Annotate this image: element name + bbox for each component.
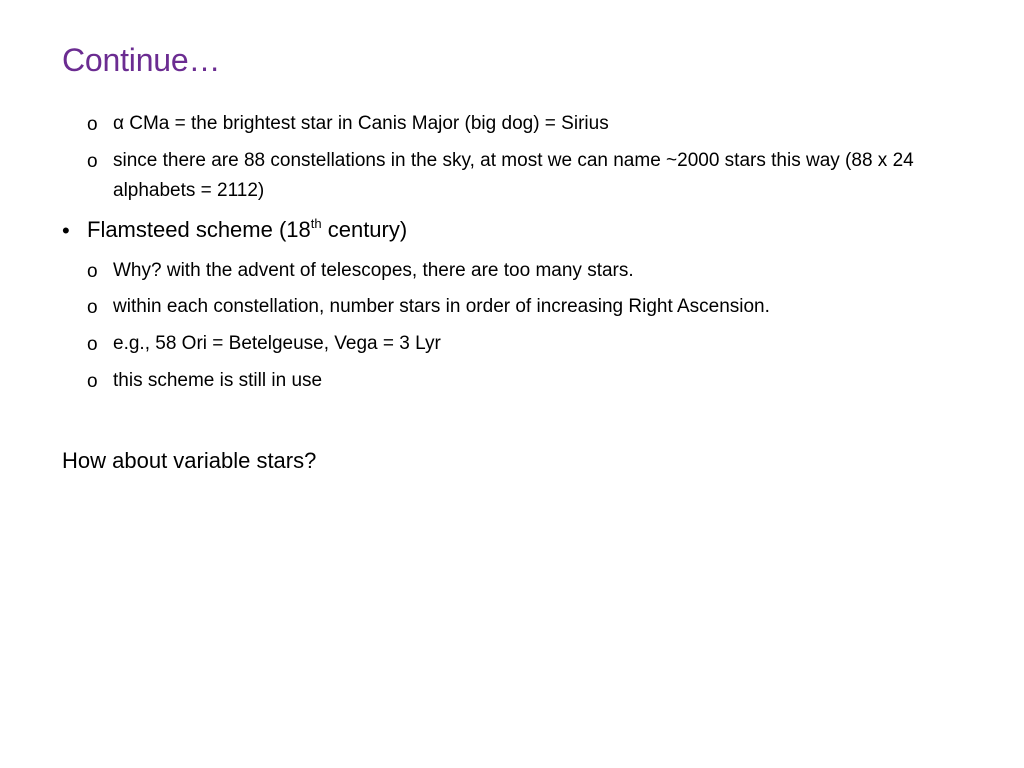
main-bullet-flamsteed-scheme [87,215,967,245]
sub-bullet-text-examples: e.g., 58 Ori = Betelgeuse, Vega = 3 Lyr [113,333,441,354]
sub-bullet-marker: o [87,297,98,318]
sub-bullet-marker: o [87,114,98,135]
sub-bullet-marker: o [87,151,98,172]
flamsteed-prefix: Flamsteed scheme (18 [87,217,311,242]
flamsteed-superscript: th [310,215,322,231]
sub-bullet-text-alpha-cma: α CMa = the brightest star in Canis Major (big dog) = Sirius [113,113,609,134]
sub-bullet-text-why: Why? with the advent of telescopes, there are too many stars. [113,260,634,281]
flamsteed-suffix: century) [321,217,408,242]
sub-bullet-text-still-in-use: this scheme is still in use [113,370,323,391]
sub-bullet-text-88-constellations: since there are 88 constellations in the sky, at most we can name ~2000 stars this way (88 x 24 alphabets = 2112) [113,150,914,201]
sub-bullet-marker: o [87,371,98,392]
main-bullet-marker: • [62,218,70,243]
slide-title: Continue… [62,42,221,78]
closing-question: How about variable stars? [62,448,317,473]
sub-bullet-text-right-ascension: within each constellation, number stars in order of increasing Right Ascension. [113,296,770,317]
sub-bullet-marker: o [87,334,98,355]
sub-bullet-marker: o [87,261,98,282]
